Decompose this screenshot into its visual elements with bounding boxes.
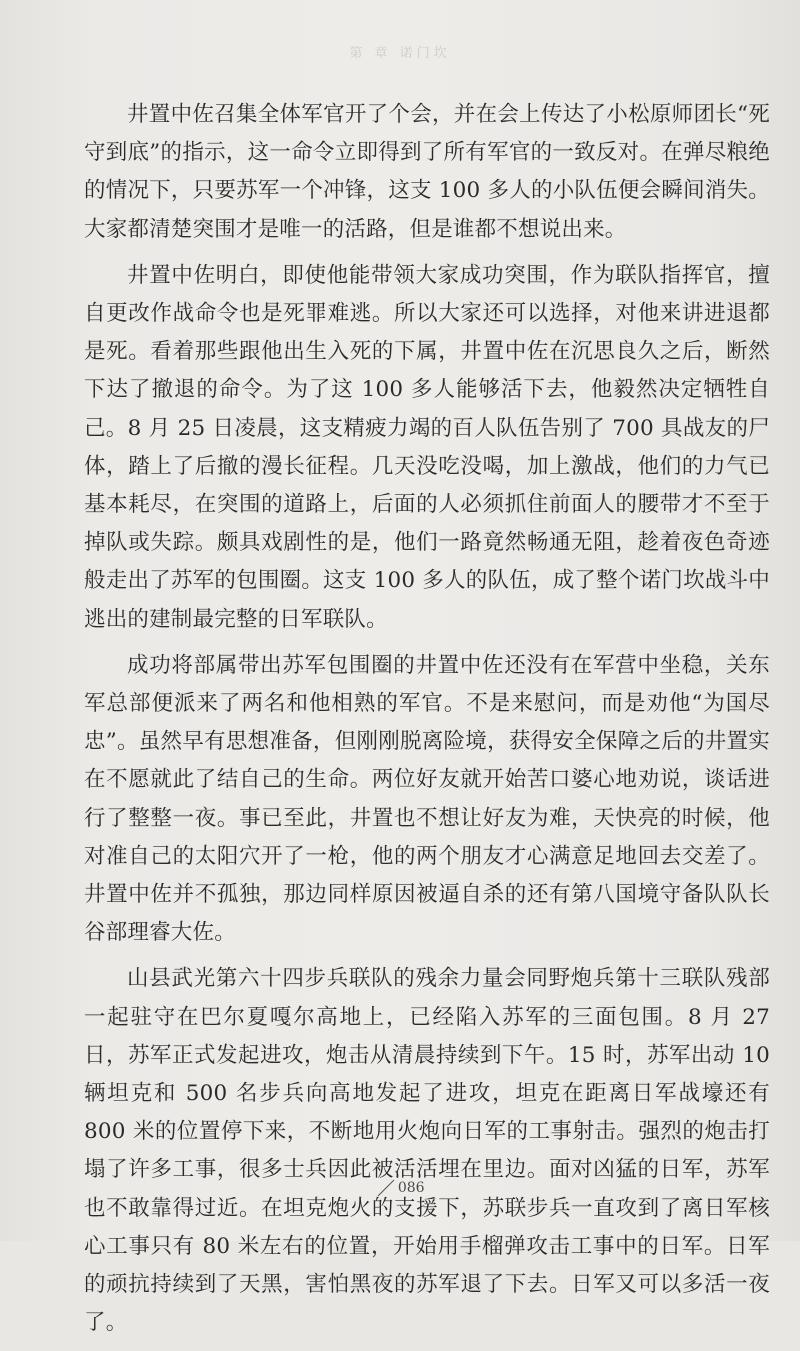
paragraph: 井置中佐明白，即使他能带领大家成功突围，作为联队指挥官，擅自更改作战命令也是死罪难逃。所以大家还可以选择，对他来讲进退都是死。看着那些跟他出生入死的下属，井置中佐在沉思良久之后，断然下达了撤退的命令。为了这 100 多人能够活下去，他毅然决定牺牲自己。8 月 25 日凌晨，这支精疲力竭的百人队伍告别了 700 具战友的尸体，踏上了后撤的漫长征程。几天没吃没喝，加上激战，他们的力气已基本耗尽，在突围的道路上，后面的人必须抓住前面人的腰带才不至于掉队或失踪。颇具戏剧性的是，他们一路竟然畅通无阻，趁着夜色奇迹般走出了苏军的包围圈。这支 100 多人的队伍，成了整个诺门坎战斗中逃出的建制最完整的日军联队。 [84,262,770,632]
paragraph: 井置中佐召集全体军官开了个会，并在会上传达了小松原师团长“死守到底”的指示，这一命令立即得到了所有军官的一致反对。在弹尽粮绝的情况下，只要苏军一个冲锋，这支 100 多人的小队伍便会瞬间消失。大家都清楚突围才是唯一的活路，但是谁都不想说出来。 [84,102,770,242]
paragraph: 成功将部属带出苏军包围圈的井置中佐还没有在军营中坐稳，关东军总部便派来了两名和他相熟的军官。不是来慰问，而是劝他“为国尽忠”。虽然早有思想准备，但刚刚脱离险境，获得安全保障之后的井置实在不愿就此了结自己的生命。两位好友就开始苦口婆心地劝说，谈话进行了整整一夜。事已至此，井置也不想让好友为难，天快亮的时候，他对准自己的太阳穴开了一枪，他的两个朋友才心满意足地回去交差了。井置中佐并不孤独，那边同样原因被逼自杀的还有第八国境守备队队长谷部理睿大佐。 [84,652,770,946]
page-number: 086 [397,1180,425,1196]
running-head: 第 章 诺门坎 [349,46,451,61]
page-footer [0,1178,800,1198]
paragraph: 山县武光第六十四步兵联队的残余力量会同野炮兵第十三联队残部一起驻守在巴尔夏嘎尔高地上，已经陷入苏军的三面包围。8 月 27 日，苏军正式发起进攻，炮击从清晨持续到下午。15 时，苏军出动 10 辆坦克和 500 名步兵向高地发起了进攻，坦克在距离日军战壕还有 800 米的位置停下来，不断地用火炮向日军的工事射击。强烈的炮击打塌了许多工事，很多士兵因此被活活埋在里边。面对凶猛的日军，苏军也不敢靠得过近。在坦克炮火的支援下，苏联步兵一直攻到了离日军核心工事只有 80 米左右的位置，开始用手榴弹攻击工事中的日军。日军的顽抗持续到了天黑，害怕黑夜的苏军退了下去。日军又可以多活一夜了。 [84,966,770,1336]
folio-slash-icon [375,1178,397,1198]
body-text [84,96,770,1351]
